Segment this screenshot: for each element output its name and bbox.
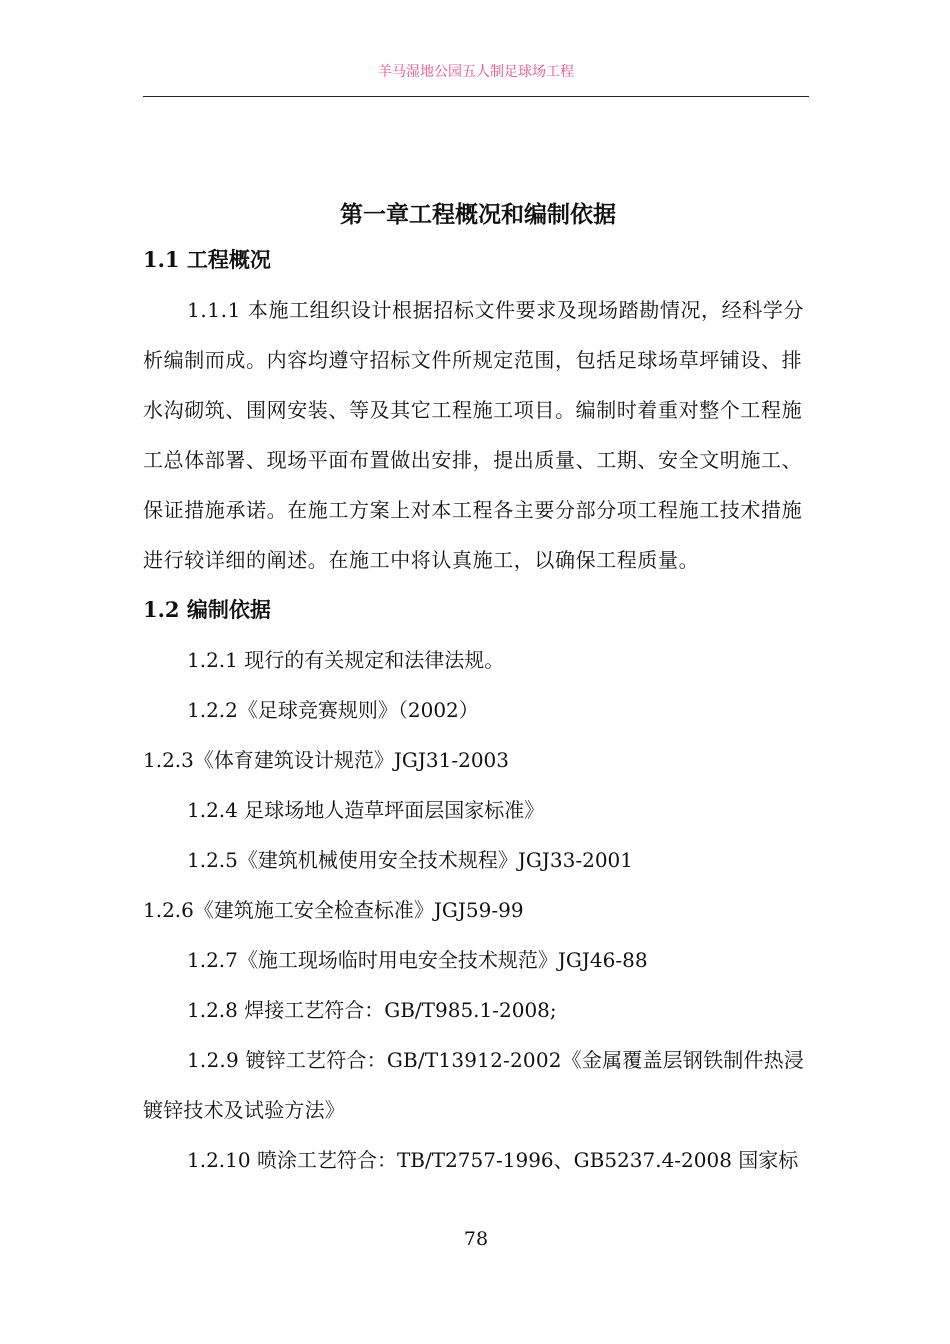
overview-paragraph: 1.1.1 本施工组织设计根据招标文件要求及现场踏勘情况，经科学分析编制而成。内容均遵守招标文件所规定范围，包括足球场草坪铺设、排水沟砌筑、围网安装、等及其它工程施工项目。编制时着重对整个工程施工总体部署、现场平面布置做出安排，提出质量、工期、安全文明施工、保证措施承诺。在施工方案上对本工程各主要分部分项工程施工技术措施进行较详细的阐述。在施工中将认真施工，以确保工程质量。 [143, 298, 805, 572]
basis-item: 1.2.7《施工现场临时用电安全技术规范》JGJ46-88 [187, 948, 648, 972]
basis-item: 1.2.1 现行的有关规定和法律法规。 [187, 648, 505, 672]
page-header-title: 羊马湿地公园五人制足球场工程 [378, 64, 574, 80]
basis-item: 1.2.9 镀锌工艺符合：GB/T13912-2002《金属覆盖层钢铁制件热浸镀锌技术及试验方法》 [143, 1048, 805, 1122]
basis-item: 1.2.2《足球竞赛规则》（2002） [187, 698, 479, 722]
section-heading-basis: 1.2 编制依据 [143, 597, 271, 622]
chapter-title: 第一章工程概况和编制依据 [340, 201, 616, 228]
basis-item: 1.2.5《建筑机械使用安全技术规程》JGJ33-2001 [187, 848, 634, 872]
document-body [143, 195, 811, 1185]
basis-item: 1.2.3《体育建筑设计规范》JGJ31-2003 [143, 748, 510, 772]
page-number: 78 [463, 1228, 489, 1250]
basis-item: 1.2.4 足球场地人造草坪面层国家标准》 [187, 798, 545, 822]
section-heading-overview: 1.1 工程概况 [143, 247, 271, 272]
basis-item: 1.2.6《建筑施工安全检查标准》JGJ59-99 [143, 898, 524, 922]
header-divider [143, 96, 809, 97]
basis-item: 1.2.8 焊接工艺符合：GB/T985.1-2008; [187, 998, 557, 1022]
basis-item: 1.2.10 喷涂工艺符合：TB/T2757-1996、GB5237.4-2008 国家标 [187, 1148, 799, 1172]
